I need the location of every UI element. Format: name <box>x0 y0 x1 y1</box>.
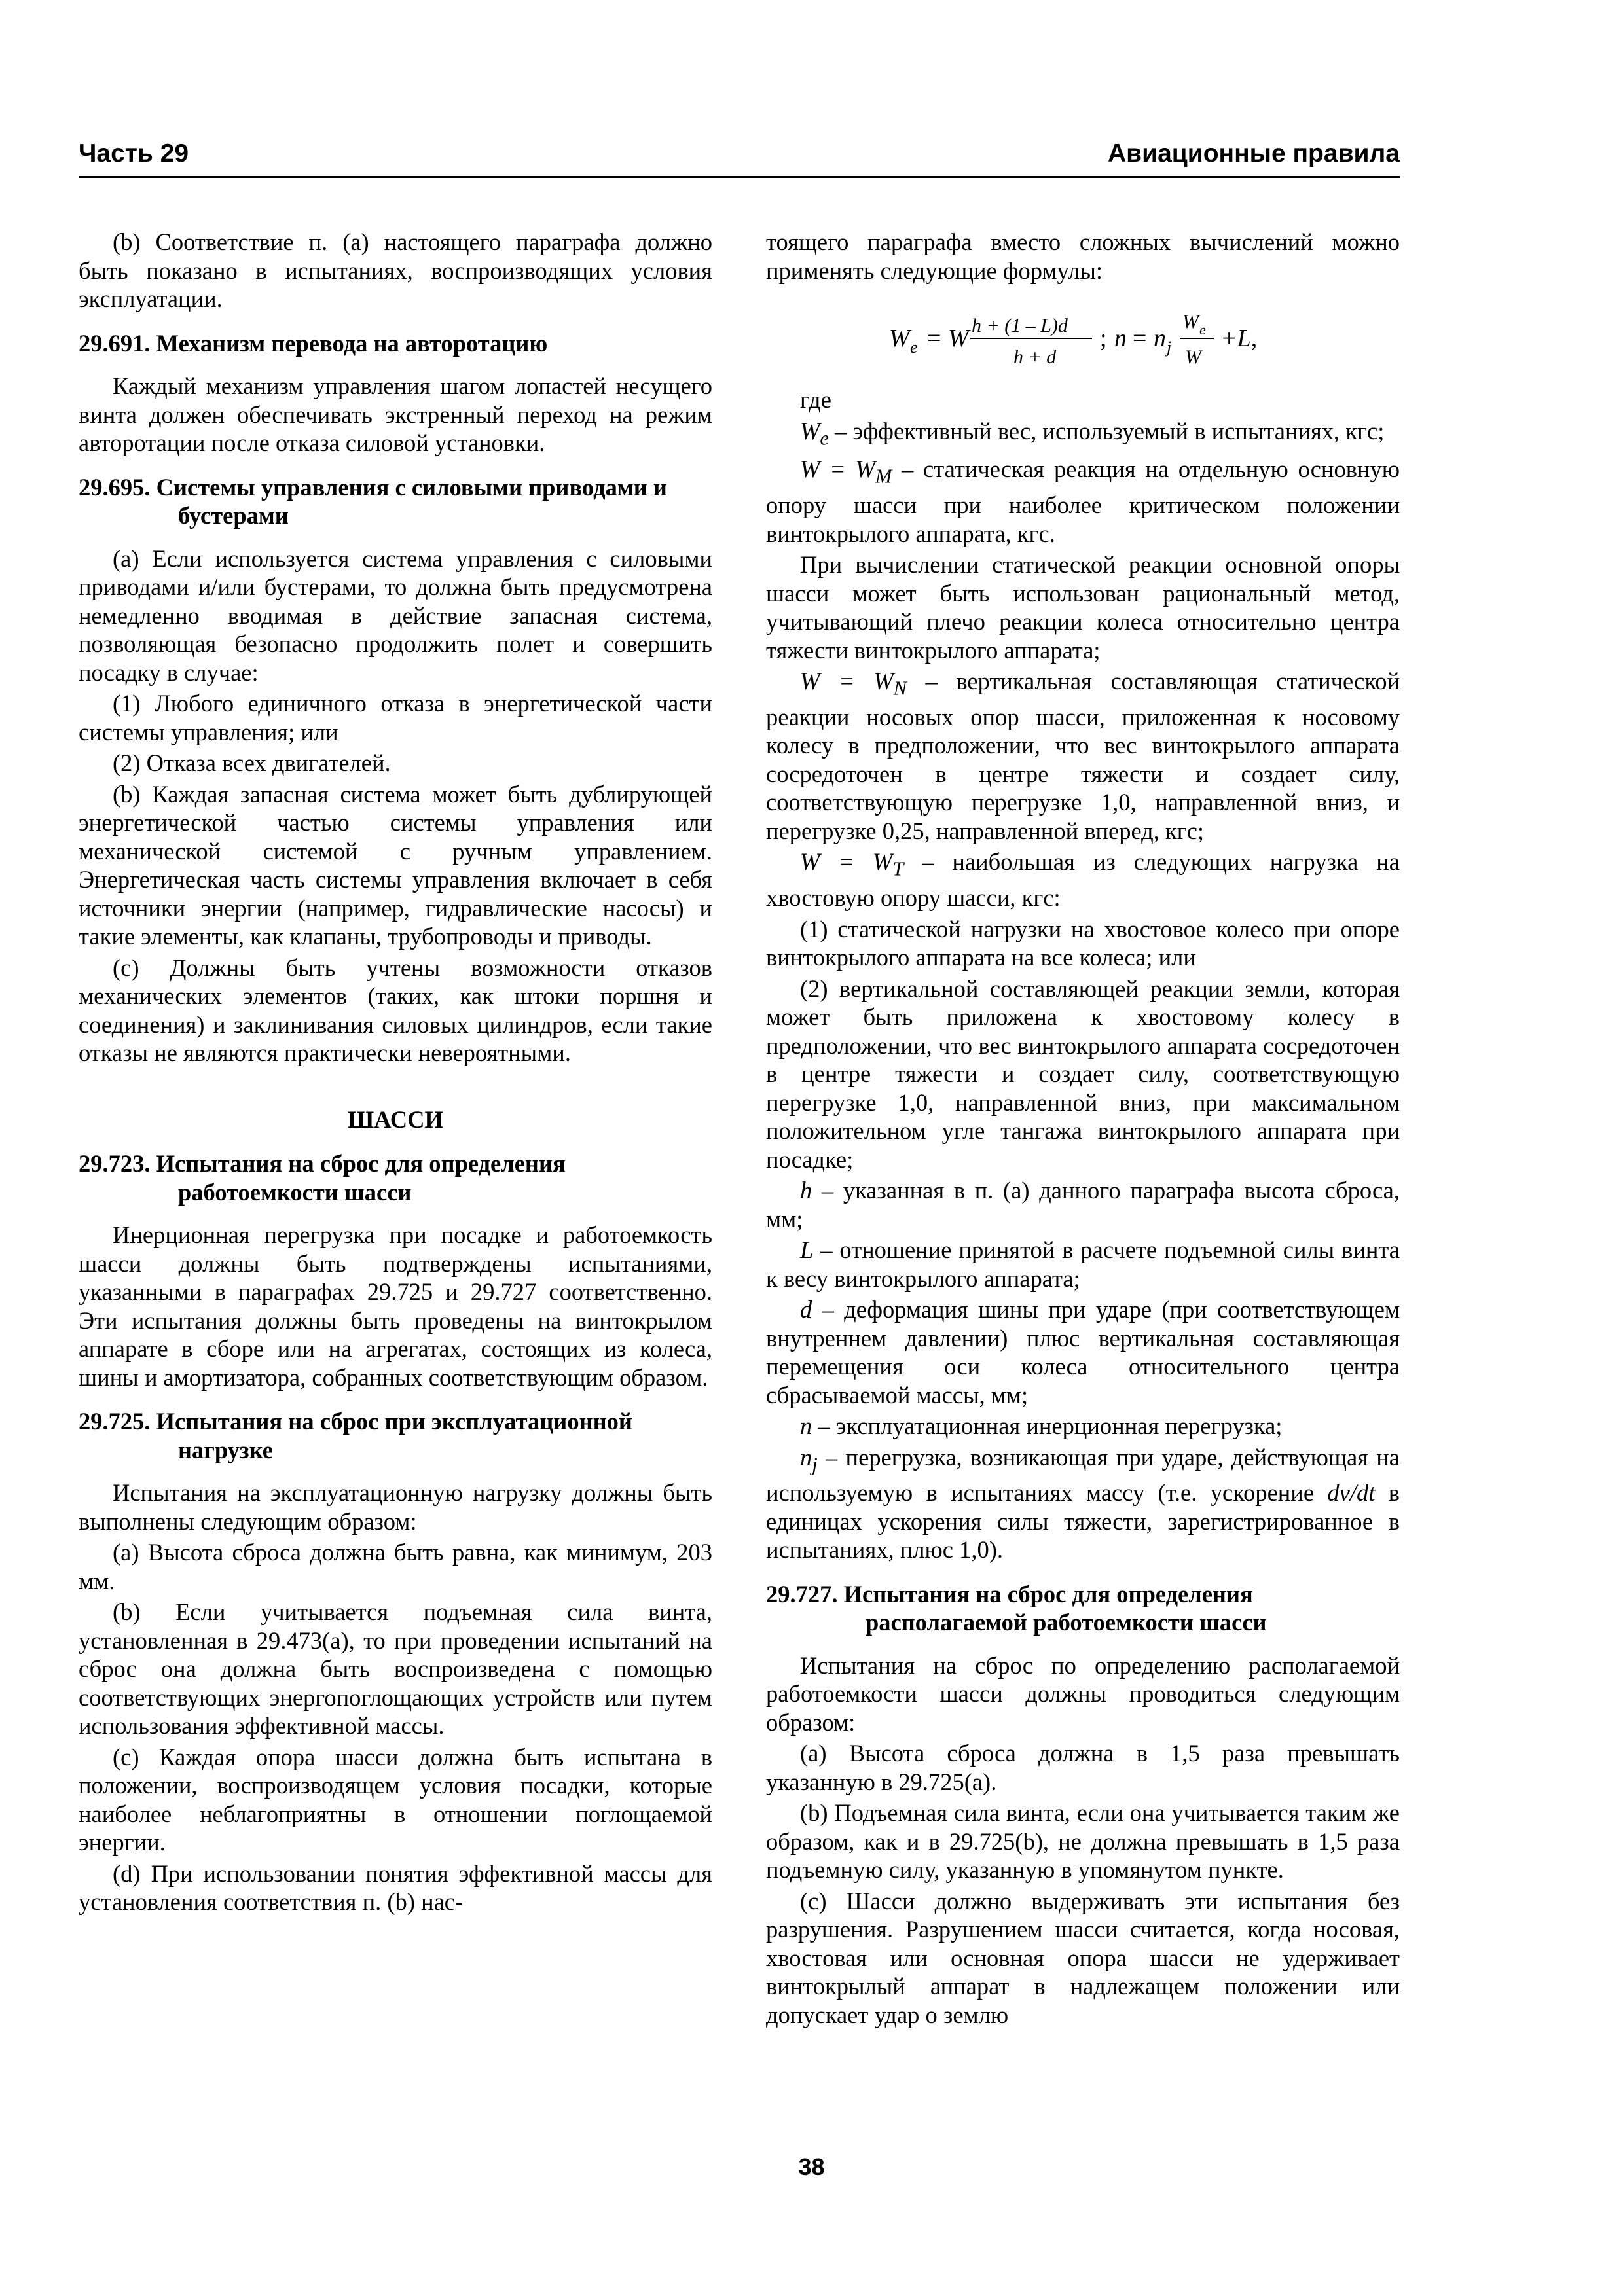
definition-text: – эксплуатационная инерционная перегрузка; <box>818 1412 1283 1440</box>
page-number: 38 <box>798 2153 825 2180</box>
definition-text: – наибольшая из следующих нагрузка на хвостовую опору шасси, кгс: <box>766 848 1400 912</box>
formula-numerator-2: W <box>1182 311 1199 332</box>
symbol: n <box>800 1443 812 1471</box>
header-part-label: Часть 29 <box>79 139 189 168</box>
formula-numerator-1: h + (1 – L)d <box>972 315 1068 336</box>
formula-nj-subscript: j <box>1167 338 1172 357</box>
left-column <box>79 228 712 1919</box>
paragraph: (a) Если используется система управления с силовыми приводами и/или бустерами, то должна быть предусмотрена немедленно вводимая в действие запасная система, позволяющая безопасно продолжить полет и совершить посадку в случае: <box>79 545 712 686</box>
page-header <box>79 134 1400 178</box>
definition-l <box>766 1236 1400 1293</box>
derivative-notation: dv/dt <box>1327 1479 1376 1507</box>
formula-we-subscript: e <box>910 338 918 357</box>
symbol-subscript: T <box>892 857 904 880</box>
formula-denominator-2: W <box>1185 346 1201 368</box>
symbol: n <box>800 1412 812 1440</box>
paragraph: (d) При использовании понятия эффективной массы для установления соответствия п. (b) нас- <box>79 1859 712 1915</box>
definition-text: – вертикальная составляющая статической реакции носовых опор шасси, приложенная к носовому колесу в предположении, что вес винтокрылого аппарата сосредоточен в центре тяжести и создает силу, соответствующую перегрузке 1,0, направленной вниз, и перегрузке 0,25, направленной вперед, кгс; <box>766 668 1400 844</box>
symbol: W <box>800 417 820 444</box>
paragraph: тоящего параграфа вместо сложных вычислений можно применять следующие формулы: <box>766 228 1400 284</box>
formula-separator: ; <box>1100 325 1107 352</box>
definition-text: – деформация шины при ударе (при соответствующем внутреннем давлении) плюс вертикальная составляющая перемещения оси колеса относительного центра сбрасываемой массы, мм; <box>766 1296 1400 1408</box>
definition-n <box>766 1412 1400 1441</box>
formula-graphic <box>766 296 1400 382</box>
definition-text: – перегрузка, возникающая при ударе, действующая на используемую в испытаниях массу (т.е. ускорение <box>766 1443 1400 1507</box>
paragraph: (b) Подъемная сила винта, если она учитывается таким же образом, как и в 29.725(b), не должна превышать в 1,5 раза подъемную силу, указанную в упомянутом пункте. <box>766 1799 1400 1884</box>
formula-denominator-1: h + d <box>1013 346 1057 368</box>
paragraph: (2) вертикальной составляющей реакции земли, которая может быть приложена к хвостовому колесу в предположении, что вес винтокрылого аппарата сосредоточен в центре тяжести и создает силу, соответствующую перегрузке 1,0, направленной вниз, при максимальном положительном угле тангажа винтокрылого аппарата при посадке; <box>766 975 1400 1173</box>
symbol: W = W <box>800 456 875 483</box>
definition-text: – статическая реакция на отдельную основную опору шасси при наиболее критическом положении винтокрылого аппарата, кгс. <box>766 456 1400 547</box>
definition-text: – отношение принятой в расчете подъемной силы винта к весу винтокрылого аппарата; <box>766 1236 1400 1292</box>
paragraph: (c) Шасси должно выдерживать эти испытания без разрушения. Разрушением шасси считается, когда носовая, хвостовая или основная опора шасси не удерживает винтокрылый аппарат в надлежащем положении или допускает удар о землю <box>766 1887 1400 2028</box>
paragraph: (a) Высота сброса должна быть равна, как минимум, 203 мм. <box>79 1539 712 1594</box>
paragraph: (c) Каждая опора шасси должна быть испытана в положении, воспроизводящем условия посадки, которые наиболее неблагоприятны в отношении поглощаемой энергии. <box>79 1743 712 1856</box>
symbol: W = W <box>800 668 894 695</box>
formula-tail: +L, <box>1220 325 1258 352</box>
definition-text: в единицах ускорения силы тяжести, зарегистрированное в испытаниях, плюс 1,0). <box>766 1479 1400 1564</box>
paragraph: (b) Если учитывается подъемная сила винта, установленная в 29.473(a), то при проведении испытаний на сброс она должна быть воспроизведена с помощью соответствующих энергопоглощающих устройств или путем использования эффективной массы. <box>79 1598 712 1739</box>
symbol: W = W <box>800 848 893 876</box>
paragraph: Инерционная перегрузка при посадке и работоемкость шасси должны быть подтверждены испытаниями, указанными в параграфах 29.725 и 29.727 соответственно. Эти испытания должны быть проведены на винтокрылом аппарате в сборе или на агрегатах, состоящих из колеса, шины и амортизатора, собранных соответствующим образом. <box>79 1221 712 1391</box>
section-heading-29-723: 29.723. Испытания на сброс для определения работоемкости шасси <box>79 1150 566 1206</box>
symbol-subscript: e <box>820 426 829 449</box>
right-column <box>766 228 1400 2032</box>
paragraph: (b) Соответствие п. (a) настоящего параграфа должно быть показано в испытаниях, воспроизводящих условия эксплуатации. <box>79 228 712 312</box>
symbol-subscript: j <box>812 1452 818 1475</box>
definition-d <box>766 1295 1400 1409</box>
paragraph: Испытания на сброс по определению располагаемой работоемкости шасси должны проводиться следующим образом: <box>766 1651 1400 1736</box>
definition-we <box>766 417 1400 453</box>
definition-wm <box>766 455 1400 548</box>
paragraph: Каждый механизм управления шагом лопастей несущего винта должен обеспечивать экстренный переход на режим авторотации после отказа силовой установки. <box>79 372 712 456</box>
paragraph: где <box>800 386 831 413</box>
paragraph: (1) Любого единичного отказа в энергетической части системы управления; или <box>79 690 712 745</box>
symbol-subscript: N <box>893 677 907 700</box>
definition-wt <box>766 848 1400 912</box>
formula-nj: n <box>1154 325 1166 352</box>
paragraph: (c) Должны быть учтены возможности отказов механических элементов (таких, как штоки поршня и соединения) и заклинивания силовых цилиндров, если такие отказы не являются практически невероятными. <box>79 954 712 1066</box>
formula-w: W <box>948 325 969 352</box>
symbol-subscript: M <box>875 465 892 488</box>
symbol: L <box>800 1236 814 1264</box>
section-heading-29-727: 29.727. Испытания на сброс для определения располагаемой работоемкости шасси <box>766 1580 1267 1636</box>
definition-h <box>766 1176 1400 1233</box>
section-heading-29-691: 29.691. Механизм перевода на авторотацию <box>79 329 548 357</box>
definition-text: – указанная в п. (a) данного параграфа высота сброса, мм; <box>766 1177 1400 1232</box>
section-heading-29-695: 29.695. Системы управления с силовыми приводами и бустерами <box>79 473 667 529</box>
effective-weight-formula <box>766 296 1400 382</box>
formula-n: n <box>1114 325 1127 352</box>
chapter-title: ШАССИ <box>348 1105 443 1133</box>
paragraph: (b) Каждая запасная система может быть дублирующей энергетической частью системы управления или механической системой с ручным управлением. Энергетическая часть системы управления включает в себя источники энергии (например, гидравлические насосы) и такие элементы, как клапаны, трубопроводы и приводы. <box>79 780 712 950</box>
definition-text: – эффективный вес, используемый в испытаниях, кгс; <box>835 417 1385 444</box>
definition-nj <box>766 1443 1400 1564</box>
paragraph: (2) Отказа всех двигателей. <box>113 749 391 776</box>
symbol: h <box>800 1177 812 1204</box>
formula-we-symbol: W <box>889 325 910 352</box>
formula-numerator-2-subscript: e <box>1199 321 1206 338</box>
formula-equals: = <box>927 325 941 352</box>
paragraph: Испытания на эксплуатационную нагрузку должны быть выполнены следующим образом: <box>79 1479 712 1535</box>
formula-equals-2: = <box>1133 325 1147 352</box>
paragraph: (1) статической нагрузки на хвостовое колесо при опоре винтокрылого аппарата на все колеса; или <box>766 915 1400 971</box>
paragraph: При вычислении статической реакции основной опоры шасси может быть использован рациональный метод, учитывающий плечо реакции колеса относительно центра тяжести винтокрылого аппарата; <box>766 551 1400 664</box>
definition-wn <box>766 667 1400 845</box>
header-document-title: Авиационные правила <box>1107 139 1400 168</box>
paragraph: (a) Высота сброса должна в 1,5 раза превышать указанную в 29.725(a). <box>766 1740 1400 1795</box>
section-heading-29-725: 29.725. Испытания на сброс при эксплуатационной нагрузке <box>79 1408 632 1463</box>
symbol: d <box>800 1296 812 1323</box>
